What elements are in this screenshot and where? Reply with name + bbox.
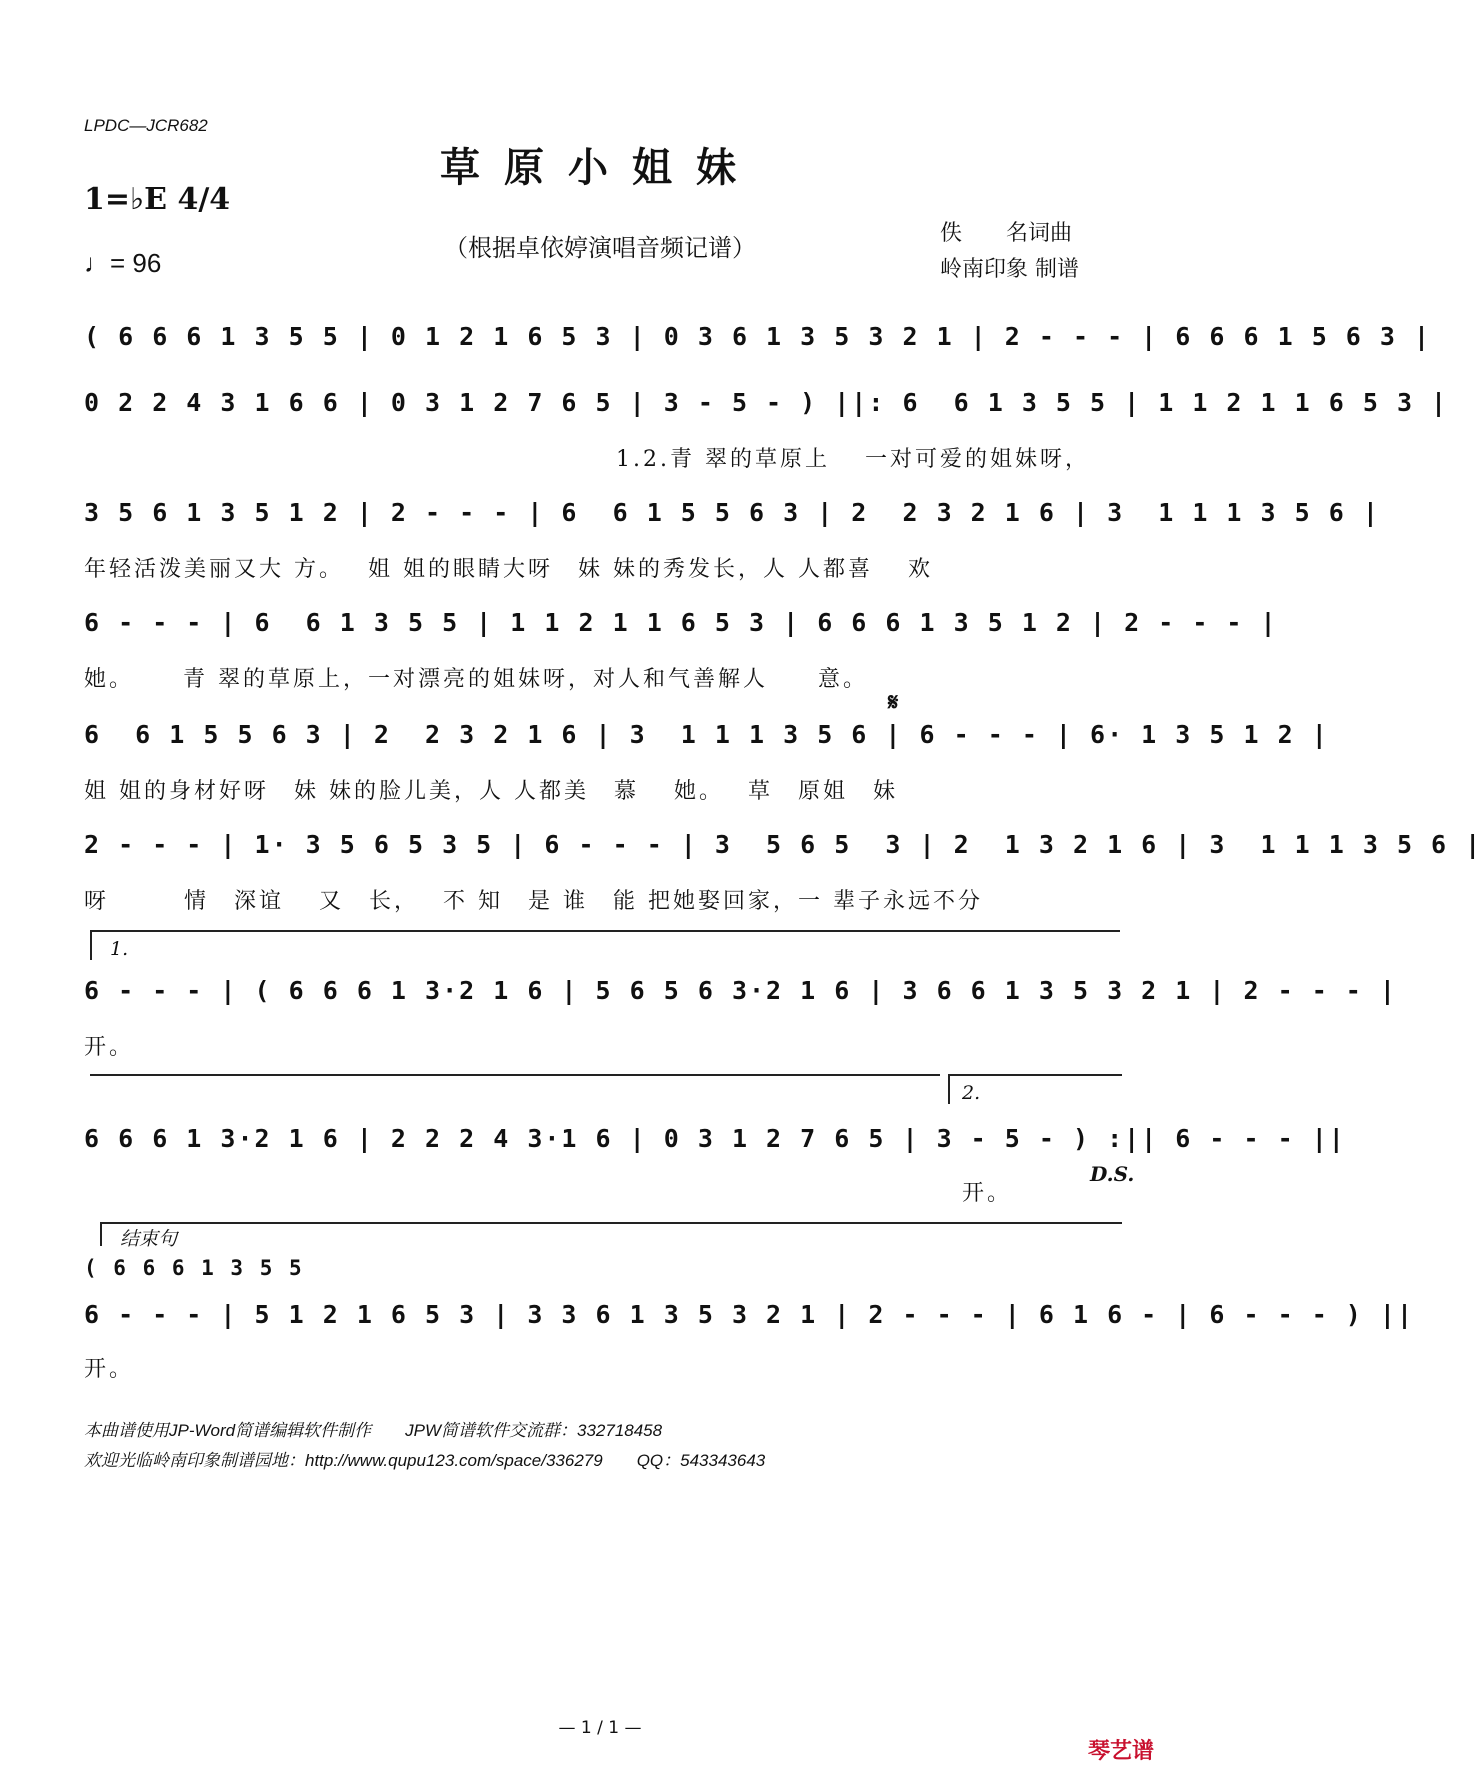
lyric-line-3: 年轻活泼美丽又大 方。 姐 姐的眼睛大呀 妹 妹的秀发长，人 人都喜 欢 (84, 557, 933, 582)
staff-line-2: 0 2 2 4 3 1 6 6 | 0 3 1 2 7 6 5 | 3 - 5 - ) ||: 6 6 1 3 5 5 | 1 1 2 1 1 6 5 3 | (84, 388, 1449, 417)
volta-1-bracket-edge (90, 930, 92, 960)
credit-composer: 佚 名词曲 (940, 221, 1073, 246)
da-segno-mark: D.S. (1090, 1162, 1135, 1186)
subtitle: （根据卓依婷演唱音频记谱） (444, 234, 756, 262)
footer-website[interactable]: 欢迎光临岭南印象制谱园地：http://www.qupu123.com/space/336279 QQ：543343643 (84, 1451, 766, 1470)
lyric-line-5: 姐 姐的身材好呀 妹 妹的脸儿美，人 人都美 慕 她。 草 原姐 妹 (84, 779, 898, 804)
volta-2-bracket (948, 1074, 1122, 1076)
credit-arranger: 岭南印象 制谱 (940, 257, 1079, 282)
volta-1-bracket-cont (90, 1074, 940, 1076)
staff-line-7: 6 - - - | ( 6 6 6 1 3·2 1 6 | 5 6 5 6 3·2 1 6 | 3 6 6 1 3 5 3 2 1 | 2 - - - | (84, 976, 1397, 1005)
lyric-line-8: 开。 (962, 1181, 1013, 1206)
song-title: 草原小姐妹 (440, 144, 760, 191)
staff-line-3: 3 5 6 1 3 5 1 2 | 2 - - - | 6 6 1 5 5 6 3 | 2 2 3 2 1 6 | 3 1 1 1 3 5 6 | (84, 498, 1380, 527)
segno-sign: 𝄋 (888, 688, 899, 716)
coda-label: 结束句 (120, 1228, 178, 1250)
lyric-line-4: 她。 青 翠的草原上，一对漂亮的姐妹呀，对人和气善解人 意。 (84, 667, 868, 692)
staff-line-1: ( 6 6 6 1 3 5 5 | 0 1 2 1 6 5 3 | 0 3 6 1 3 5 3 2 1 | 2 - - - | 6 6 6 1 5 6 3 | (84, 322, 1432, 351)
lyric-line-2: 1.2.青 翠的草原上 一对可爱的姐妹呀， (616, 447, 1090, 472)
staff-line-9: ( 6 6 6 1 3 5 5 (84, 1256, 304, 1280)
staff-line-8: 6 6 6 1 3·2 1 6 | 2 2 2 4 3·1 6 | 0 3 1 2 7 6 5 | 3 - 5 - ) :|| 6 - - - || (84, 1124, 1346, 1153)
staff-line-4: 6 - - - | 6 6 1 3 5 5 | 1 1 2 1 1 6 5 3 | 6 6 6 1 3 5 1 2 | 2 - - - | (84, 608, 1278, 637)
volta-2-label: 2. (962, 1082, 981, 1104)
page-number: — 1 / 1 — (558, 1718, 642, 1738)
lyric-line-6: 呀 情 深谊 又 长， 不 知 是 谁 能 把她娶回家，一 辈子永远不分 (84, 889, 983, 914)
footer-software: 本曲谱使用JP-Word简谱编辑软件制作 JPW简谱软件交流群：332718458 (84, 1421, 663, 1440)
lyric-line-10: 开。 (84, 1357, 135, 1382)
key-signature: 1=♭E 4/4 (84, 182, 231, 217)
volta-1-label: 1. (110, 938, 129, 960)
staff-line-10: 6 - - - | 5 1 2 1 6 5 3 | 3 3 6 1 3 5 3 2 1 | 2 - - - | 6 1 6 - | 6 - - - ) || (84, 1300, 1414, 1329)
volta-2-bracket-edge (948, 1074, 950, 1104)
tempo-mark: ♩= 96 (84, 248, 162, 278)
staff-line-6: 2 - - - | 1· 3 5 6 5 3 5 | 6 - - - | 3 5 6 5 3 | 2 1 3 2 1 6 | 3 1 1 1 3 5 6 | (84, 830, 1482, 859)
coda-bracket-edge (100, 1222, 102, 1246)
lyric-line-7: 开。 (84, 1035, 135, 1060)
coda-bracket (100, 1222, 1122, 1224)
staff-line-5: 6 6 1 5 5 6 3 | 2 2 3 2 1 6 | 3 1 1 1 3 5 6 | 6 - - - | 6· 1 3 5 1 2 | (84, 720, 1329, 749)
site-logo: 琴艺谱 (1088, 1739, 1155, 1764)
volta-1-bracket (90, 930, 1120, 932)
score-code: LPDC—JCR682 (84, 116, 208, 135)
